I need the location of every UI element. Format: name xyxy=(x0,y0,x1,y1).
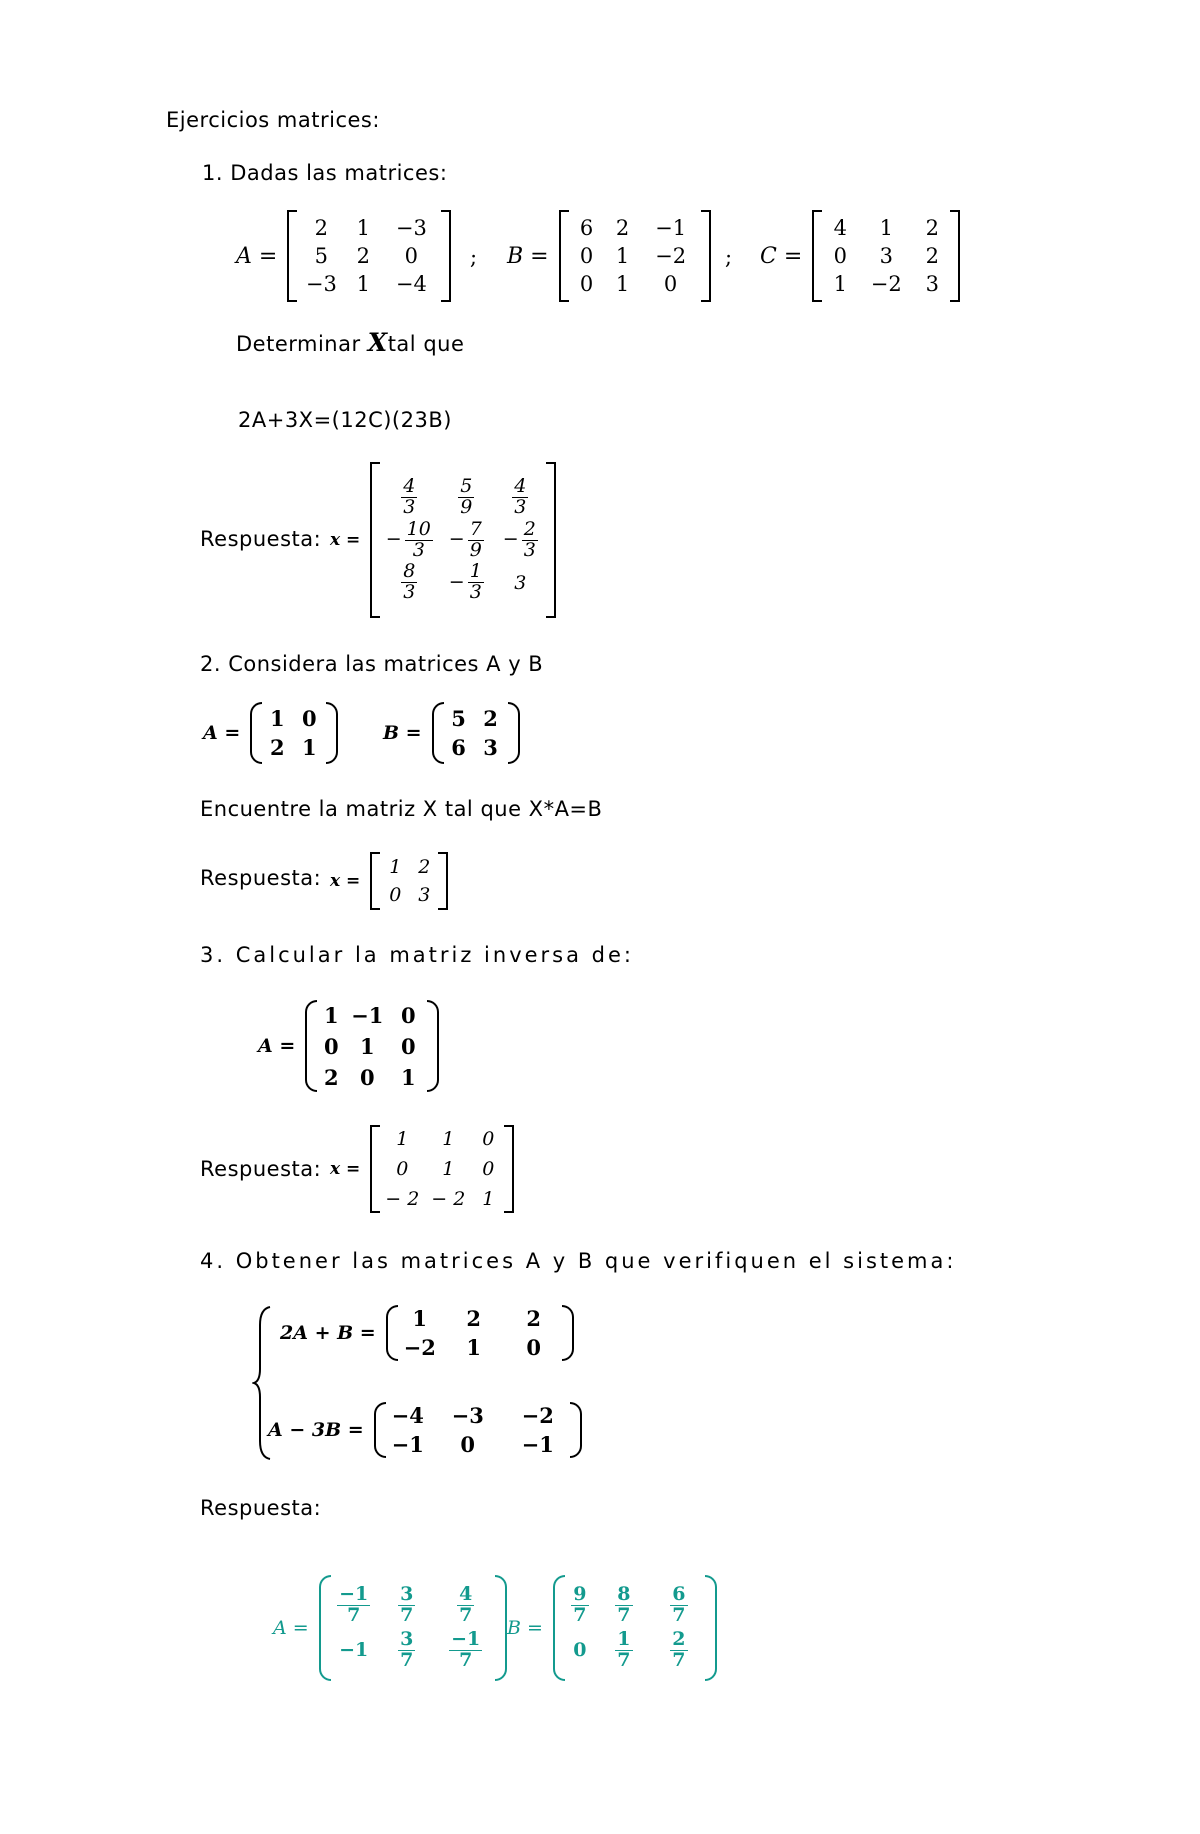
matrix-cell xyxy=(339,1639,368,1661)
matrix-cell: 2 xyxy=(314,216,329,240)
matrix-cell: 1 xyxy=(466,1335,482,1360)
matrix-cell xyxy=(512,474,528,518)
matrix-cell xyxy=(385,517,433,561)
left-paren xyxy=(432,702,444,764)
x-label: x = xyxy=(330,530,361,550)
right-bracket xyxy=(546,462,556,618)
separator: ; xyxy=(725,245,733,269)
sign: − xyxy=(448,528,465,550)
left-paren xyxy=(386,1305,398,1361)
right-bracket xyxy=(441,210,451,302)
matrix-cell: −2 xyxy=(655,244,687,268)
ex3-answer-matrix xyxy=(330,1125,514,1213)
ex1-matrix-b xyxy=(507,210,711,302)
left-paren xyxy=(305,1000,317,1092)
ex1-heading: 1. Dadas las matrices: xyxy=(202,161,448,185)
matrix-cell xyxy=(458,474,474,518)
matrix-cell: 0 xyxy=(400,1002,416,1028)
matrix-cell xyxy=(502,517,538,561)
matrix-cell: −1 xyxy=(351,1002,384,1028)
right-paren xyxy=(495,1575,507,1681)
matrix-cell: 2 xyxy=(418,856,431,878)
matrix-cell: 1 xyxy=(442,1128,455,1150)
matrix-cell xyxy=(398,1630,415,1671)
matrix-cell: 1 xyxy=(269,706,285,731)
ex3-a-label: A = xyxy=(258,1035,296,1057)
ex1-answer-matrix xyxy=(330,462,556,618)
ex1-matrix-c xyxy=(760,210,960,302)
matrix-cell: 0 xyxy=(400,1033,416,1059)
fraction xyxy=(458,474,474,518)
ex1-b-label: B = xyxy=(507,243,549,269)
matrix-cell: 0 xyxy=(579,272,594,296)
matrix-cell xyxy=(670,1630,687,1671)
matrix-cell: −1 xyxy=(391,1432,424,1457)
ex1-a-label: A = xyxy=(236,243,278,269)
matrix-cell: −3 xyxy=(451,1403,484,1428)
numerator: 4 xyxy=(514,474,527,497)
fraction xyxy=(457,1585,474,1626)
numerator: 2 xyxy=(523,517,536,540)
left-bracket xyxy=(812,210,822,302)
matrix-cell: 1 xyxy=(323,1002,339,1028)
matrix-cell: 2 xyxy=(483,706,498,731)
ex3-answer-label: Respuesta: xyxy=(200,1157,322,1181)
matrix-cell: −3 xyxy=(395,216,427,240)
matrix-cell: −2 xyxy=(521,1403,554,1428)
matrix-cell: 1 xyxy=(396,1128,409,1150)
matrix-cell: 0 xyxy=(833,244,847,268)
fraction xyxy=(398,1585,415,1626)
fraction xyxy=(468,517,484,561)
answer-a-label: A = xyxy=(273,1617,309,1639)
matrix-cell xyxy=(670,1585,687,1626)
matrix-cell: 0 xyxy=(579,244,594,268)
denominator: 7 xyxy=(617,1604,631,1627)
matrix-cell: 2 xyxy=(269,735,285,760)
separator: ; xyxy=(470,245,478,269)
numerator: 3 xyxy=(400,1583,414,1606)
matrix-cell: 0 xyxy=(482,1128,495,1150)
matrix-cell xyxy=(337,1585,370,1626)
denominator: 3 xyxy=(412,538,425,561)
numerator: 9 xyxy=(573,1583,587,1606)
x-label: x = xyxy=(330,1159,361,1179)
matrix-cell: 0 xyxy=(389,884,402,906)
matrix-cell: 0 xyxy=(460,1432,476,1457)
value: −1 xyxy=(339,1639,369,1662)
matrix-cell: 1 xyxy=(359,1033,375,1059)
fraction xyxy=(512,474,528,518)
matrix-cell xyxy=(401,474,417,518)
ex2-b-label: B = xyxy=(383,722,422,744)
ex3-heading: 3. Calcular la matriz inversa de: xyxy=(200,943,634,967)
right-paren xyxy=(427,1000,439,1092)
matrix-cell: 0 xyxy=(323,1033,339,1059)
denominator: 7 xyxy=(400,1648,414,1671)
matrix-cell: −4 xyxy=(395,272,427,296)
matrix-cell: 1 xyxy=(356,272,371,296)
matrix-cell: 1 xyxy=(833,272,847,296)
ex1-determine: Determinar Xtal que xyxy=(236,328,465,357)
fraction xyxy=(468,562,484,603)
numerator: 5 xyxy=(460,474,473,497)
matrix-cell: 0 xyxy=(359,1064,375,1090)
matrix-cell xyxy=(514,572,526,594)
matrix-cell: −1 xyxy=(655,216,687,240)
matrix-cell: 5 xyxy=(451,706,466,731)
ex2-a-label: A = xyxy=(203,722,241,744)
matrix-cell: 1 xyxy=(879,216,893,240)
matrix-cell: 2 xyxy=(925,216,939,240)
matrix-cell: 5 xyxy=(314,244,329,268)
right-paren xyxy=(508,702,520,764)
ex4-answer-label: Respuesta: xyxy=(200,1496,322,1520)
numerator: 7 xyxy=(469,517,482,540)
left-paren xyxy=(553,1575,565,1681)
matrix-cell xyxy=(571,1585,588,1626)
answer-b-label: B = xyxy=(507,1617,543,1639)
matrix-cell: 2 xyxy=(466,1306,482,1331)
right-bracket xyxy=(701,210,711,302)
left-bracket xyxy=(559,210,569,302)
denominator: 9 xyxy=(469,538,482,561)
ex4-heading: 4. Obtener las matrices A y B que verifiquen el sistema: xyxy=(200,1249,957,1273)
matrix-cell: 2 xyxy=(526,1306,542,1331)
ex1-equation: 2A+3X=(12C)(23B) xyxy=(238,408,452,432)
denominator: 7 xyxy=(347,1604,361,1627)
left-bracket xyxy=(370,1125,380,1213)
matrix-cell: 2 xyxy=(925,244,939,268)
matrix-cell: 1 xyxy=(301,735,317,760)
right-paren xyxy=(562,1305,574,1361)
matrix-cell: 1 xyxy=(482,1188,495,1210)
fraction xyxy=(571,1585,588,1626)
matrix-cell: 3 xyxy=(418,884,431,906)
ex2-heading: 2. Considera las matrices A y B xyxy=(200,652,544,676)
right-bracket xyxy=(438,852,448,910)
value: 0 xyxy=(573,1639,587,1662)
left-paren xyxy=(319,1575,331,1681)
matrix-cell xyxy=(457,1585,474,1626)
matrix-cell: 1 xyxy=(442,1158,455,1180)
denominator: 7 xyxy=(459,1648,473,1671)
denominator: 3 xyxy=(514,495,527,518)
numerator: 4 xyxy=(459,1583,473,1606)
matrix-cell xyxy=(448,517,484,561)
denominator: 3 xyxy=(523,538,536,561)
matrix-cell: 2 xyxy=(615,216,630,240)
matrix-cell: 0 xyxy=(663,272,678,296)
page-title: Ejercicios matrices: xyxy=(166,108,380,132)
denominator: 7 xyxy=(400,1604,414,1627)
matrix-cell xyxy=(449,562,484,603)
matrix-cell: 1 xyxy=(615,272,630,296)
fraction xyxy=(670,1585,687,1626)
matrix-cell: 1 xyxy=(356,216,371,240)
denominator: 3 xyxy=(403,495,416,518)
right-paren xyxy=(705,1575,717,1681)
matrix-cell xyxy=(449,1630,482,1671)
left-bracket xyxy=(370,462,380,618)
matrix-cell xyxy=(615,1585,632,1626)
numerator: 3 xyxy=(400,1628,414,1650)
ex2-answer-label: Respuesta: xyxy=(200,866,322,890)
denominator: 7 xyxy=(672,1648,686,1671)
matrix-cell: − 2 xyxy=(385,1188,420,1210)
ex2-matrix-b xyxy=(383,702,520,764)
fraction xyxy=(615,1585,632,1626)
numerator: 10 xyxy=(406,517,431,540)
fraction xyxy=(405,517,433,561)
numerator: 1 xyxy=(469,560,482,583)
fraction xyxy=(401,562,417,603)
matrix-cell: −1 xyxy=(521,1432,554,1457)
fraction xyxy=(449,1630,482,1671)
fraction xyxy=(670,1630,687,1671)
matrix-cell: 0 xyxy=(396,1158,409,1180)
matrix-cell: 3 xyxy=(879,244,893,268)
matrix-cell: 6 xyxy=(451,735,466,760)
matrix-cell: 1 xyxy=(615,244,630,268)
numerator: −1 xyxy=(451,1628,481,1650)
ex1-c-label: C = xyxy=(760,243,803,269)
left-bracket xyxy=(370,852,380,910)
fraction xyxy=(401,474,417,518)
x-label: x = xyxy=(330,871,361,891)
sign: − xyxy=(385,528,402,550)
matrix-cell: 2 xyxy=(323,1064,339,1090)
fraction xyxy=(615,1630,632,1671)
eq2-label: A − 3B = xyxy=(268,1419,364,1441)
fraction xyxy=(522,517,538,561)
denominator: 3 xyxy=(469,581,482,604)
denominator: 7 xyxy=(617,1648,631,1671)
matrix-cell: 6 xyxy=(579,216,594,240)
matrix-cell: 1 xyxy=(412,1306,428,1331)
left-paren xyxy=(250,702,262,764)
matrix-cell: 0 xyxy=(301,706,317,731)
matrix-cell xyxy=(573,1639,586,1661)
matrix-cell: −2 xyxy=(403,1335,436,1360)
numerator: 6 xyxy=(672,1583,686,1606)
ex4-equation-2 xyxy=(268,1402,582,1458)
numerator: 8 xyxy=(617,1583,631,1606)
ex2-answer-matrix xyxy=(330,852,448,910)
sign: − xyxy=(448,570,465,593)
left-bracket xyxy=(287,210,297,302)
denominator: 3 xyxy=(403,581,416,604)
numerator: −1 xyxy=(339,1583,369,1606)
ex4-answer-matrix-a xyxy=(273,1575,507,1681)
ex2-task: Encuentre la matriz X tal que X*A=B xyxy=(200,797,603,821)
left-paren xyxy=(374,1402,386,1458)
sign: − xyxy=(502,528,519,550)
variable-x: X xyxy=(367,328,388,357)
eq1-label: 2A + B = xyxy=(280,1322,376,1344)
ex2-matrix-a xyxy=(203,702,338,764)
denominator: 7 xyxy=(573,1604,587,1627)
matrix-cell: 0 xyxy=(526,1335,542,1360)
matrix-cell: 2 xyxy=(356,244,371,268)
numerator: 1 xyxy=(617,1628,631,1650)
ex4-equation-1 xyxy=(280,1305,574,1361)
ex3-matrix-a xyxy=(258,1000,439,1092)
ex4-answer-matrix-b xyxy=(507,1575,717,1681)
matrix-cell: −3 xyxy=(305,272,337,296)
fraction xyxy=(337,1585,370,1626)
denominator: 7 xyxy=(459,1604,473,1627)
ex1-matrix-a xyxy=(236,210,451,302)
fraction xyxy=(398,1630,415,1671)
numerator: 2 xyxy=(672,1628,686,1650)
matrix-cell: 3 xyxy=(483,735,498,760)
matrix-cell xyxy=(398,1585,415,1626)
matrix-cell: −4 xyxy=(391,1403,424,1428)
matrix-cell: 0 xyxy=(404,244,419,268)
matrix-cell: 0 xyxy=(482,1158,495,1180)
numerator: 4 xyxy=(403,474,416,497)
value: 3 xyxy=(514,571,527,594)
right-bracket xyxy=(950,210,960,302)
matrix-cell: 1 xyxy=(389,856,402,878)
matrix-cell: 4 xyxy=(833,216,847,240)
denominator: 7 xyxy=(672,1604,686,1627)
right-paren xyxy=(326,702,338,764)
matrix-cell xyxy=(401,562,417,603)
matrix-cell xyxy=(615,1630,632,1671)
ex1-answer-label: Respuesta: xyxy=(200,527,322,551)
matrix-cell: 1 xyxy=(400,1064,416,1090)
right-paren xyxy=(570,1402,582,1458)
numerator: 8 xyxy=(403,560,416,583)
matrix-cell: −2 xyxy=(870,272,902,296)
right-bracket xyxy=(504,1125,514,1213)
matrix-cell: − 2 xyxy=(431,1188,466,1210)
matrix-cell: 3 xyxy=(925,272,939,296)
denominator: 9 xyxy=(460,495,473,518)
